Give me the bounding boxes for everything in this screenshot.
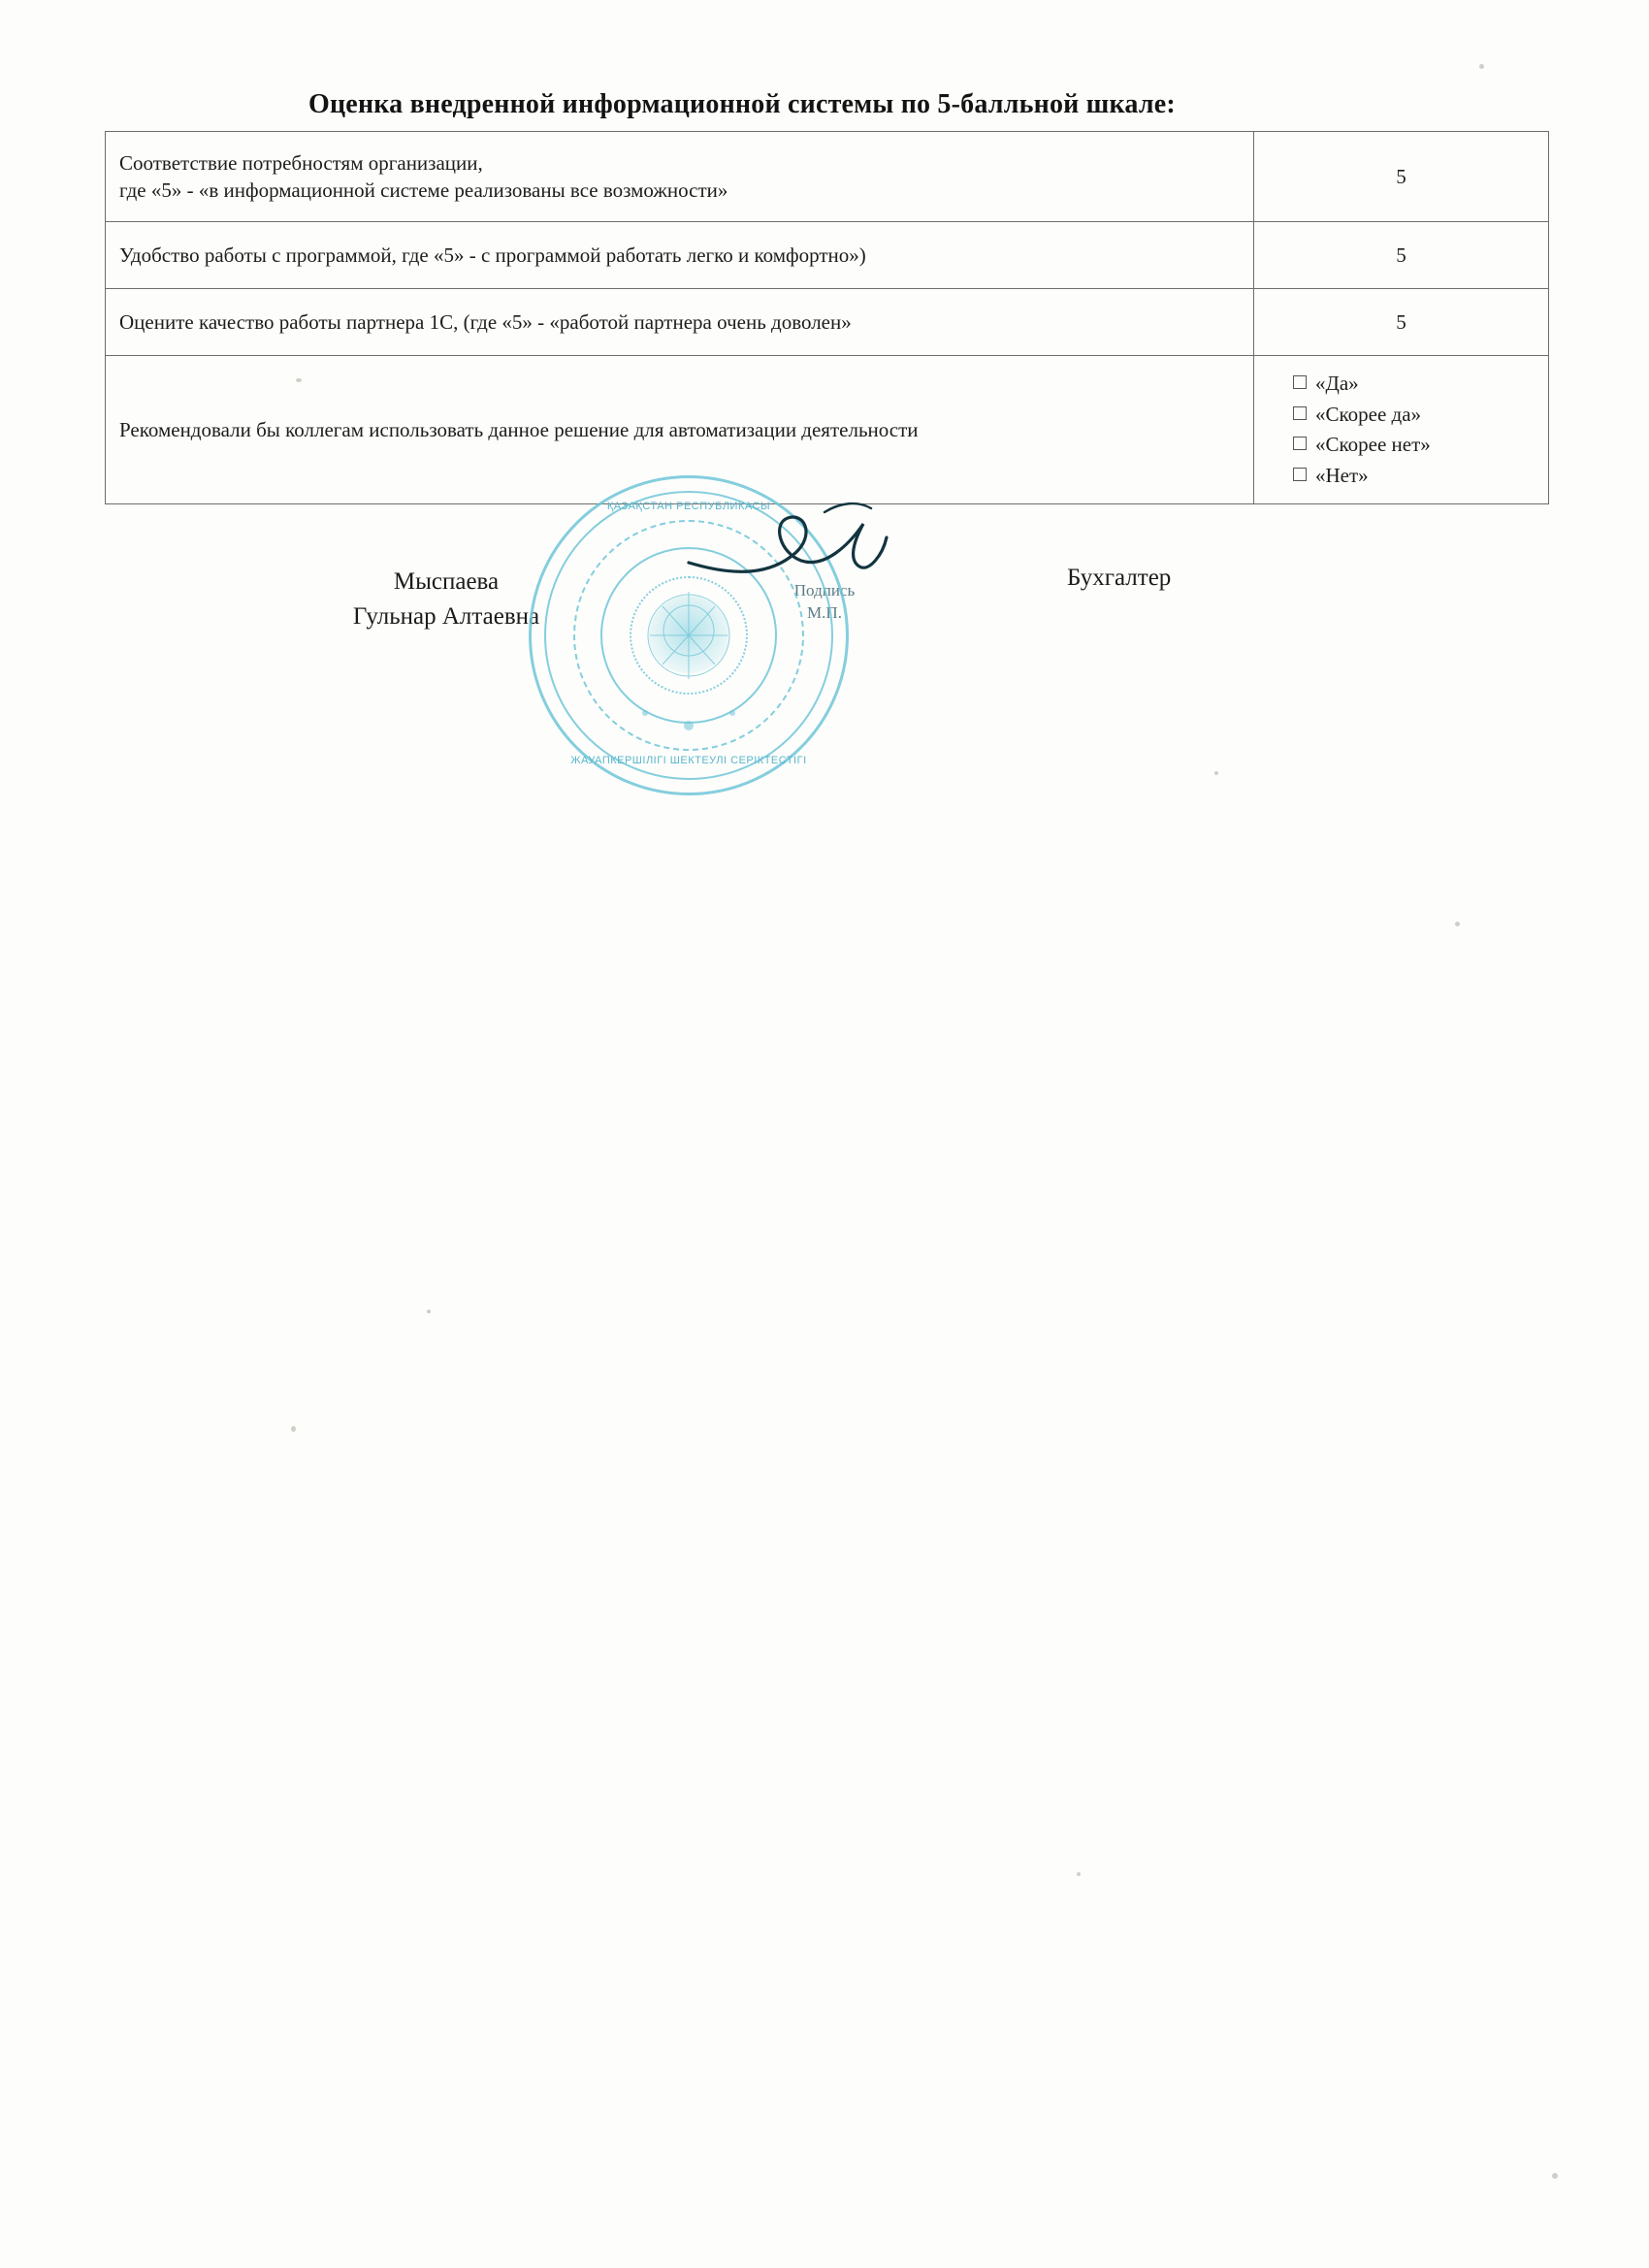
page-title: Оценка внедренной информационной системы по 5-балльной шкале: <box>308 89 1176 119</box>
scan-speck <box>1077 1872 1081 1876</box>
signature-label <box>747 580 902 625</box>
table-row <box>106 289 1549 356</box>
question-line-1: Соответствие потребностям организации, <box>119 150 483 175</box>
signature-label-line-1: Подпись <box>793 581 856 599</box>
signer-name-line-2: Гульнар Алтаевна <box>352 603 540 631</box>
scan-speck <box>296 378 302 382</box>
signer-name <box>242 565 650 635</box>
option-yes[interactable] <box>1293 369 1535 400</box>
option-rather-yes[interactable] <box>1293 400 1535 431</box>
answer-cell: 5 <box>1254 222 1549 289</box>
option-rather-no[interactable] <box>1293 430 1535 461</box>
question-cell: Удобство работы с программой, где «5» - с программой работать легко и комфортно») <box>106 222 1254 289</box>
scan-speck <box>427 1310 431 1313</box>
signature-label-line-2: М.П. <box>807 602 842 622</box>
table-row <box>106 356 1549 504</box>
question-cell: Оцените качество работы партнера 1С, (где «5» - «работой партнера очень доволен» <box>106 289 1254 356</box>
option-label: «Скорее да» <box>1315 402 1422 426</box>
signer-name-line-1: Мыспаева <box>393 568 500 595</box>
option-no[interactable] <box>1293 461 1535 492</box>
option-label: «Да» <box>1315 372 1359 395</box>
option-label: «Нет» <box>1315 463 1369 487</box>
checkbox-icon[interactable] <box>1293 437 1307 450</box>
checkbox-icon[interactable] <box>1293 468 1307 481</box>
question-line-2: где «5» - «в информационной системе реализованы все возможности» <box>119 178 728 202</box>
checkbox-icon[interactable] <box>1293 406 1307 420</box>
scan-speck <box>1455 922 1460 926</box>
signer-role: Бухгалтер <box>1067 565 1172 591</box>
stamp-text-top: ҚАЗАҚСТАН РЕСПУБЛИКАСЫ <box>606 501 771 512</box>
table-row <box>106 222 1549 289</box>
question-cell: Рекомендовали бы коллегам использовать данное решение для автоматизации деятельности <box>106 356 1254 504</box>
survey-table <box>105 131 1549 504</box>
option-label: «Скорее нет» <box>1315 433 1431 456</box>
answer-options-cell <box>1254 356 1549 504</box>
question-cell <box>106 132 1254 222</box>
scan-speck <box>1479 64 1484 69</box>
table-row <box>106 132 1549 222</box>
answer-cell: 5 <box>1254 132 1549 222</box>
scan-speck <box>1552 2173 1558 2179</box>
checkbox-icon[interactable] <box>1293 375 1307 389</box>
scan-speck <box>1214 771 1218 775</box>
answer-cell: 5 <box>1254 289 1549 356</box>
scan-speck <box>291 1426 296 1432</box>
official-stamp-icon <box>529 475 849 795</box>
stamp-text-bottom: ЖАУАПКЕРШІЛІГІ ШЕКТЕУЛІ СЕРІКТЕСТІГІ <box>570 755 807 766</box>
